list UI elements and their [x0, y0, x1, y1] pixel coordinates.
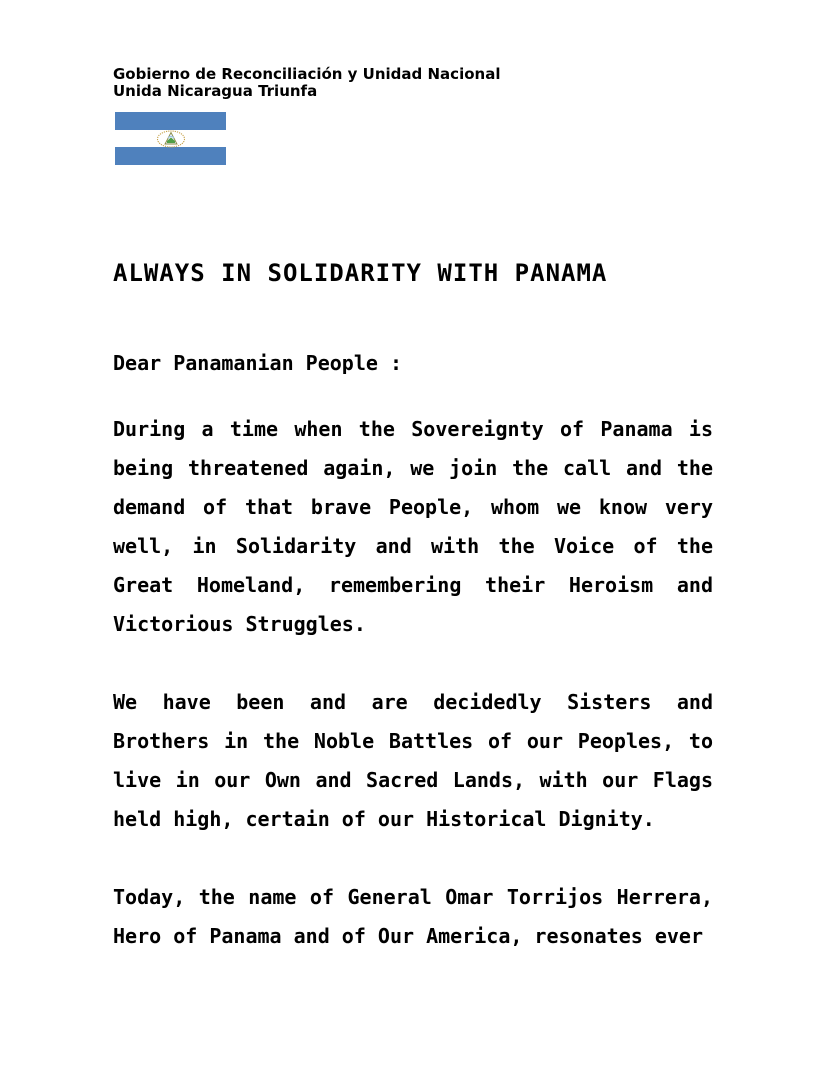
flag-coat-of-arms-icon	[154, 129, 188, 149]
government-letterhead	[113, 66, 500, 100]
flag-stripe-blue-top	[115, 112, 226, 130]
letter-body	[113, 410, 713, 956]
flag-stripe-blue-bottom	[115, 147, 226, 165]
nicaragua-flag	[115, 112, 226, 165]
paragraph-1: During a time when the Sovereignty of Panama is being threatened again, we join the call and the demand of that brave People, whom we know very well, in Solidarity and with the Voice of the Great Homeland, remembering their Heroism and Victorious Struggles.	[113, 417, 713, 636]
paragraph-3: Today, the name of General Omar Torrijos Herrera, Hero of Panama and of Our America, resonates ever	[113, 885, 713, 948]
letterhead-line-1: Gobierno de Reconciliación y Unidad Nacional	[113, 65, 501, 83]
letterhead-line-2: Unida Nicaragua Triunfa	[113, 82, 318, 100]
salutation: Dear Panamanian People :	[113, 351, 402, 375]
paragraph-2: We have been and are decidedly Sisters and Brothers in the Noble Battles of our Peoples, to live in our Own and Sacred Lands, with our Flags held high, certain of our Historical Dignity.	[113, 690, 713, 831]
letter-title: ALWAYS IN SOLIDARITY WITH PANAMA	[113, 259, 608, 287]
